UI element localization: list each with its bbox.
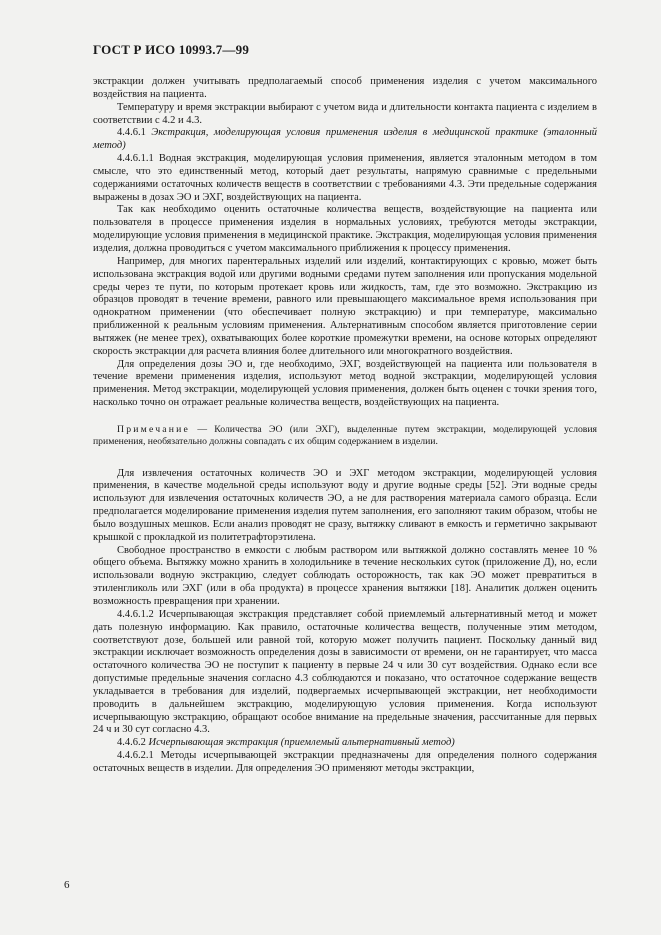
page-number: 6 — [64, 879, 70, 891]
section-title: Исчерпывающая экстракция (приемлемый альтернативный метод) — [148, 737, 455, 749]
document-header: ГОСТ Р ИСО 10993.7—99 — [93, 42, 250, 57]
paragraph-example: Например, для многих парентеральных изделий или изделий, контактирующих с кровью, может быть использована экстракция водой или другими водными средами путем заполнения или пропускания модельной среды через те пути, по которым протекает кровь или жидкость, там, где это возможно. Экстракцию из образцов проводят в течение времени, равного или превышающего максимальное время использования при однократном применении (что обеспечивает полную экстракцию) и при температуре, максимально приближенной к реальным условиям применения. Альтернативным способом является приготовление серии вытяжек (не менее трех), охватывающих более короткие промежутки времени, на основе которых определяют скорость экстракции для расчета влияния более длительного или многократного воздействия. — [93, 255, 597, 357]
paragraph-4-4-6-2-1: 4.4.6.2.1 Методы исчерпывающей экстракции предназначены для определения полного содержания остаточных веществ в изделии. Для определения ЭО применяют методы экстракции, — [93, 750, 597, 774]
paragraph-simulated-use: Так как необходимо оценить остаточные количества веществ, воздействующие на пациента или пользователя в процессе применения изделия в нормальных условиях, требуются методы экстракции, моделирующие условия применения в медицинской практике. Экстракция, моделирующая условия применения изделия, должна проводиться с учетом максимального приближения к процессу применения. — [93, 204, 597, 254]
paragraph-4-4-6-1-1: 4.4.6.1.1 Водная экстракция, моделирующая условия применения, является эталонным методом в том смысле, что это единственный метод, который дает результаты, напрямую сравнимые с предельными содержаниями остаточных количеств веществ в соответствии с требованиями 4.3. Эти предельные содержания выражены в дозах ЭО и ЭХГ, воздействующих на пациента. — [93, 153, 597, 203]
paragraph-headspace: Свободное пространство в емкости с любым раствором или вытяжкой должно составлять менее 10 % общего объема. Вытяжку можно хранить в холодильнике в течение нескольких суток (приложение Д), но, если использовали водную экстракцию, следует соблюдать осторожность, так как ЭО может превратиться в этиленгликоль или ЭХГ (или в оба продукта) в процессе хранения вытяжки [18]. Аналитик должен оценить возможность превращения при хранении. — [93, 544, 597, 607]
section-number: 4.4.6.2 — [117, 737, 149, 749]
section-title: Экстракция, моделирующая условия применения изделия в медицинской практике (эталонный метод) — [93, 127, 598, 152]
paragraph-dose: Для определения дозы ЭО и, где необходимо, ЭХГ, воздействующей на пациента или пользователя в течение времени применения изделия, используют метод водной экстракции, моделирующей условия применения. Метод экстракции, моделирующей условия применения, должен быть оценен с точки зрения того, насколько точно он отражает реальные количества веществ, воздействующих на пациента. — [93, 358, 597, 409]
section-heading-4-4-6-1 — [93, 127, 597, 153]
note — [93, 424, 597, 449]
note-label: Примечание — [117, 423, 191, 435]
paragraph-continuation: экстракции должен учитывать предполагаемый способ применения изделия с учетом максимального воздействия на пациента. — [93, 76, 597, 100]
section-number: 4.4.6.1 — [117, 127, 152, 139]
note-text: — Количества ЭО (или ЭХГ), выделенные путем экстракции, моделирующей условия применения, необязательно должны совпадать с их общим содержанием в изделии. — [93, 423, 597, 448]
paragraph-extraction-media: Для извлечения остаточных количеств ЭО и ЭХГ методом экстракции, моделирующей условия применения, в качестве модельной среды используют воду и другие водные среды [52]. Эти водные среды используют для извлечения остаточных количеств ЭО, а не для растворения материала самого образца. Если предполагается моделирование применения изделия путем заполнения, его заполняют таким образом, чтобы не было воздушных мешков. Если анализ проводят не сразу, вытяжку сливают в емкость и герметично закрывают крышкой с прокладкой из политетрафторэтилена. — [93, 467, 597, 543]
paragraph-4-4-6-1-2: 4.4.6.1.2 Исчерпывающая экстракция представляет собой приемлемый альтернативный метод и может дать полезную информацию. Как правило, остаточные количества веществ, полученные этим методом, соответствуют дозе, большей или равной той, которую может получить пациент. Поскольку данный вид экстракции исключает возможность определения дозы в зависимости от времени, он не гарантирует, что масса остаточного количества ЭО не поступит к пациенту в первые 24 ч или 30 сут воздействия. Однако если все допустимые предельные значения согласно 4.3 соблюдаются и показано, что остаточное содержание веществ укладывается в требования для изделий, подвергаемых исчерпывающей экстракции, нет необходимости проводить в дальнейшем экстракцию, моделирующую условия применения. Когда используют исчерпывающую экстракцию, обращают особое внимание на предельные значения, рассчитанные для первых 24 ч и 30 сут согласно 4.3. — [93, 608, 597, 736]
section-heading-4-4-6-2 — [93, 737, 597, 750]
paragraph-temperature: Температуру и время экстракции выбирают с учетом вида и длительности контакта пациента с изделием в соответствии с 4.2 и 4.3. — [93, 101, 597, 126]
